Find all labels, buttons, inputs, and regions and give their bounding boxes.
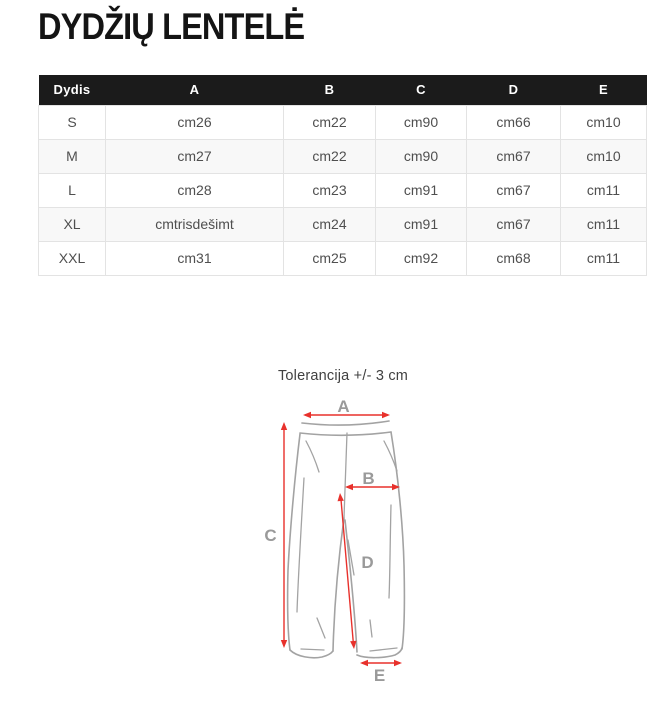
measure-label-e: E [373,666,387,685]
measurement-cell: cm11 [561,241,647,275]
column-header-d: D [467,75,561,105]
size-cell: M [39,139,106,173]
table-row [39,105,647,139]
measurement-cell: cmtrisdešimt [106,207,284,241]
measure-arrow-c [281,422,287,648]
measurement-cell: cm67 [467,173,561,207]
column-header-e: E [561,75,647,105]
measure-arrow-d [337,493,357,650]
table-row [39,173,647,207]
size-table-header-row [39,75,647,105]
size-cell: XL [39,207,106,241]
size-cell: L [39,173,106,207]
column-header-a: A [106,75,284,105]
measurement-cell: cm22 [284,139,376,173]
measurement-cell: cm68 [467,241,561,275]
table-row [39,241,647,275]
left-pocket-line [306,441,319,472]
measurement-cell: cm31 [106,241,284,275]
measurement-cell: cm10 [561,139,647,173]
measurement-cell: cm11 [561,173,647,207]
size-table [38,75,647,276]
measure-label-a: A [337,397,351,416]
column-header-b: B [284,75,376,105]
measurement-cell: cm23 [284,173,376,207]
measurement-cell: cm22 [284,105,376,139]
size-cell: S [39,105,106,139]
measure-label-b: B [362,469,376,488]
measurement-cell: cm90 [376,105,467,139]
tolerance-note: Tolerancija +/- 3 cm [277,368,409,384]
column-header-c: C [376,75,467,105]
measurement-cell: cm25 [284,241,376,275]
measurement-cell: cm67 [467,207,561,241]
measurement-cell: cm91 [376,173,467,207]
measure-label-d: D [361,553,375,572]
column-header-size: Dydis [39,75,106,105]
size-cell: XXL [39,241,106,275]
measurement-cell: cm26 [106,105,284,139]
measure-label-c: C [264,526,278,545]
measurement-cell: cm28 [106,173,284,207]
pants-outline [288,421,405,658]
measurement-cell: cm24 [284,207,376,241]
measurement-cell: cm90 [376,139,467,173]
measurement-cell: cm10 [561,105,647,139]
measurement-cell: cm27 [106,139,284,173]
page-title: DYDŽIŲ LENTELĖ [38,6,305,47]
measurement-cell: cm66 [467,105,561,139]
table-row [39,139,647,173]
table-row [39,207,647,241]
measurement-cell: cm91 [376,207,467,241]
measurement-cell: cm92 [376,241,467,275]
measurement-cell: cm67 [467,139,561,173]
measurement-cell: cm11 [561,207,647,241]
pants-diagram [240,392,430,692]
